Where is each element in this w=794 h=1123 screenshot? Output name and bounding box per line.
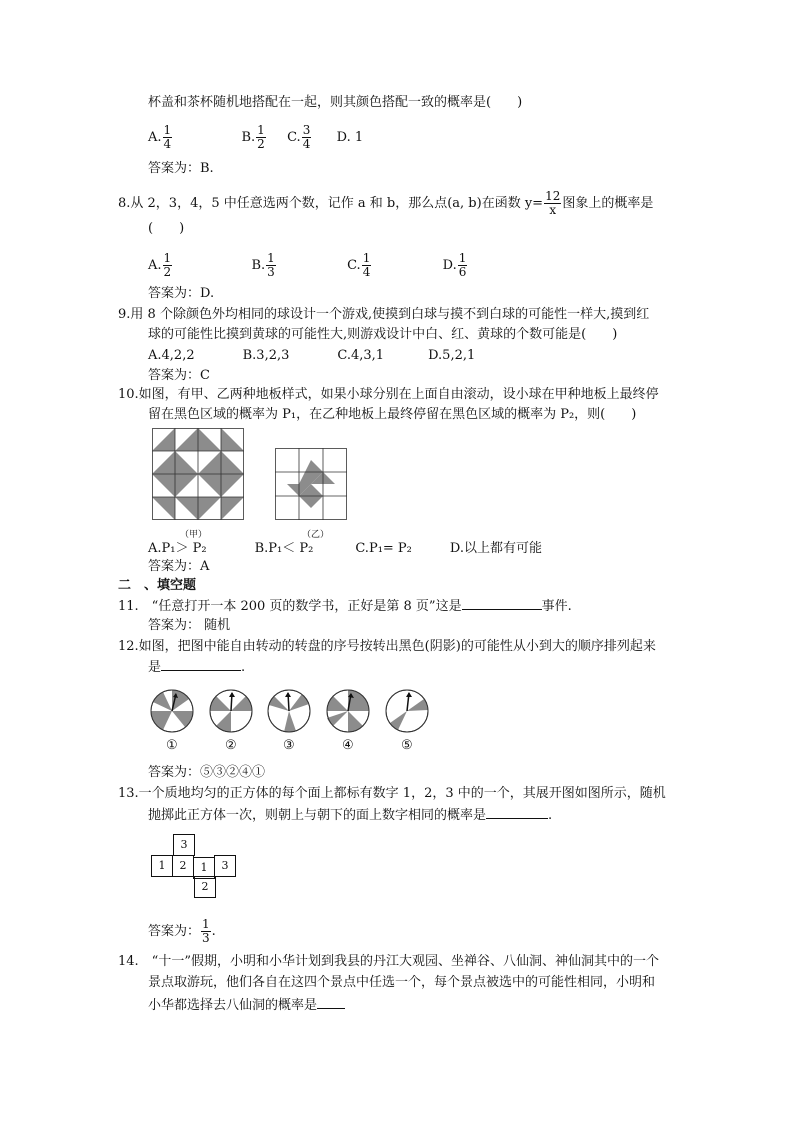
q13-line1: 13.一个质地均匀的正方体的每个面上都标有数字 1，2，3 中的一个，其展开图如图所示，随机	[118, 786, 666, 801]
q13-line2: 抛掷此正方体一次，则朝上与朝下的面上数字相同的概率是 .	[148, 808, 553, 823]
q12-answer: 答案为：⑤③②④①	[148, 765, 266, 780]
q9-options: A.4,2,2 B.3,2,3 C.4,3,1 D.5,2,1	[148, 348, 476, 363]
q8-paren: ( )	[148, 221, 185, 236]
spinner-2	[208, 688, 254, 734]
spinner-3	[266, 688, 312, 734]
spinner-label-2: ②	[225, 738, 237, 753]
q10-options: A.P₁＞ P₂ B.P₁＜ P₂ C.P₁= P₂ D.以上都有可能	[148, 541, 542, 556]
q7-options: A. $\frac{1}{4}$ B. $\frac{1}{2}$ C. $\frac{3}{4}$ D. 1	[148, 123, 364, 151]
cube-face: 3	[173, 834, 195, 856]
label-jia: （甲）	[180, 530, 208, 540]
cube-face: 1	[151, 855, 173, 877]
q8-options: A. $\frac{1}{2}$ B. $\frac{1}{3}$ C. $\frac{1}{4}$ D. $\frac{1}{6}$	[148, 251, 467, 279]
spinner-4	[325, 688, 371, 734]
q12-line1: 12.如图，把图中能自由转动的转盘的序号按转出黑色(阴影)的可能性从小到大的顺序排列起来	[118, 639, 656, 654]
q10-answer: 答案为：A	[148, 559, 210, 574]
cube-face: 2	[172, 855, 194, 877]
spinner-1	[149, 688, 195, 734]
floor-pattern-jia	[152, 428, 244, 520]
q14-line1: 14. “十一”假期，小明和小华计划到我县的丹江大观园、坐禅谷、八仙洞、神仙洞其中的一个	[118, 954, 659, 969]
q10-line2: 留在黑色区域的概率为 P₁，在乙种地板上最终停留在黑色区域的概率为 P₂，则( )	[148, 407, 637, 422]
q14-line2: 景点取游玩，他们各自在这四个景点中任选一个，每个景点被选中的可能性相同，小明和	[148, 975, 656, 990]
cube-face: 3	[214, 855, 236, 877]
q7-answer: 答案为：B.	[148, 161, 214, 176]
q11-answer: 答案为： 随机	[148, 618, 231, 633]
cube-face: 2	[194, 876, 216, 898]
q11-stem: 11. “任意打开一本 200 页的数学书，正好是第 8 页”这是 事件.	[118, 599, 572, 614]
section-2-title: 二 、填空题	[118, 578, 197, 593]
q10-line1: 10.如图，有甲、乙两种地板样式，如果小球分别在上面自由滚动，设小球在甲种地板上最终停	[118, 387, 659, 402]
q8-stem: 8.从 2，3，4，5 中任意选两个数，记作 a 和 b，那么点(a, b)在函数 y= $\frac{12}{x}$ 图象上的概率是	[118, 189, 654, 217]
q7-stem: 杯盖和茶杯随机地搭配在一起，则其颜色搭配一致的概率是( )	[148, 95, 523, 110]
q9-line1: 9.用 8 个除颜色外均相同的球设计一个游戏,使摸到白球与摸不到白球的可能性一样大,摸到红	[118, 307, 650, 322]
spinner-label-5: ⑤	[401, 738, 413, 753]
q9-line2: 球的可能性比摸到黄球的可能性大,则游戏设计中白、红、黄球的个数可能是( )	[148, 327, 618, 342]
q14-line3: 小华都选择去八仙洞的概率是	[148, 996, 345, 1015]
spinner-label-1: ①	[166, 738, 178, 753]
spinner-label-3: ③	[283, 738, 295, 753]
q12-line2: 是 .	[148, 660, 246, 675]
label-yi: （乙）	[302, 530, 330, 540]
q9-answer: 答案为：C	[148, 368, 210, 383]
spinner-label-4: ④	[342, 738, 354, 753]
spinner-5	[384, 688, 430, 734]
q8-answer: 答案为：D.	[148, 286, 215, 301]
floor-pattern-yi	[275, 448, 347, 520]
cube-face: 1	[193, 857, 215, 879]
q13-answer: 答案为： $\frac{1}{3}$ .	[148, 917, 216, 945]
